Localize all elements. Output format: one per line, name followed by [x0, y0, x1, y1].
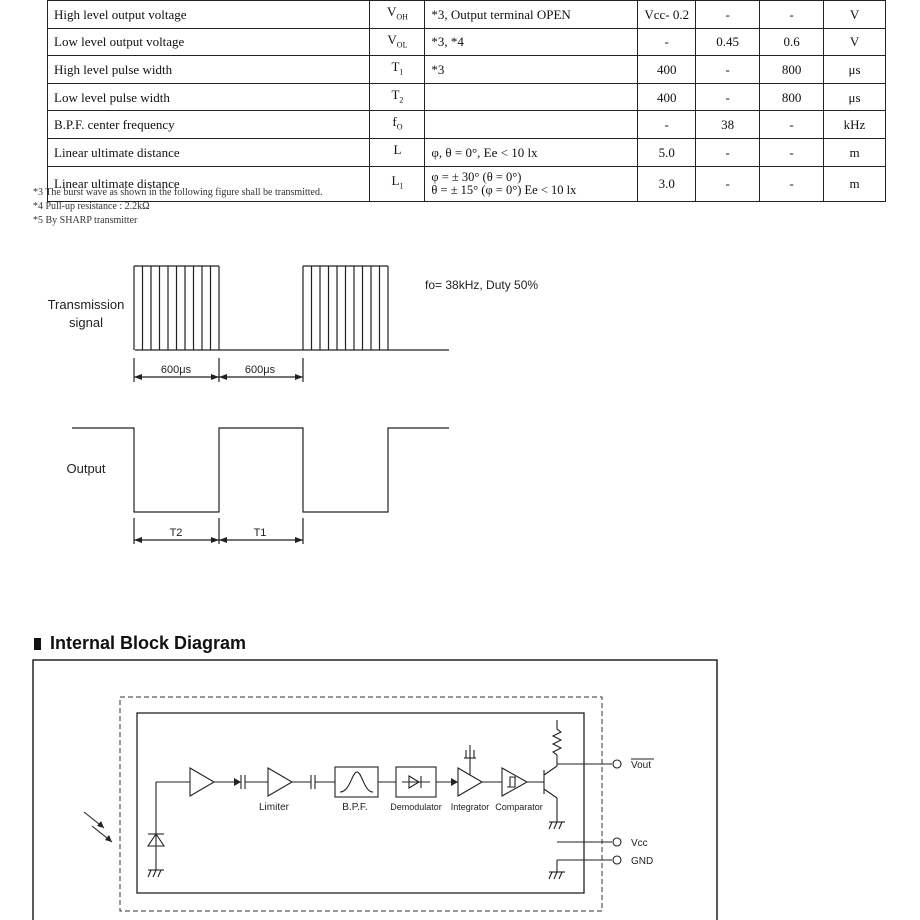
arrowhead — [451, 778, 458, 786]
max-cell: - — [760, 166, 824, 201]
resistor-icon — [553, 729, 561, 755]
limiter-icon — [268, 768, 292, 796]
min-cell: - — [638, 28, 696, 56]
footnote-3: *3 The burst wave as shown in the following figure shall be transmitted. — [33, 187, 323, 198]
max-cell: 800 — [760, 83, 824, 111]
ground-hatch — [549, 822, 552, 829]
max-cell: - — [760, 138, 824, 166]
symbol-text: L — [391, 172, 400, 188]
typ-cell: - — [696, 56, 760, 84]
symbol-text: L — [393, 141, 402, 157]
symbol-subscript: 1 — [399, 181, 404, 191]
param-cell: Low level pulse width — [48, 83, 370, 111]
min-cell: Vcc- 0.2 — [638, 1, 696, 29]
arrowhead — [105, 835, 112, 842]
min-cell: - — [638, 111, 696, 139]
max-cell: - — [760, 1, 824, 29]
condition-cell: φ, θ = 0°, Ee < 10 lx — [425, 138, 638, 166]
symbol-subscript: OH — [396, 12, 408, 22]
vout-label: Vout — [631, 760, 652, 771]
ground-hatch — [158, 870, 161, 877]
unit-cell: V — [824, 28, 886, 56]
ground-hatch — [554, 872, 557, 879]
arrowhead — [234, 778, 241, 786]
output-label: Output — [66, 461, 106, 476]
max-cell: 800 — [760, 56, 824, 84]
condition-line-1: φ = ± 30° (θ = 0°) — [431, 169, 522, 184]
transistor-collector — [544, 766, 557, 775]
typ-cell: 38 — [696, 111, 760, 139]
unit-cell: μs — [824, 56, 886, 84]
t2-label: T2 — [169, 527, 183, 539]
frequency-note: fo= 38kHz, Duty 50% — [425, 278, 539, 292]
min-cell: 400 — [638, 83, 696, 111]
ground-hatch — [148, 870, 151, 877]
min-cell: 3.0 — [638, 166, 696, 201]
symbol-subscript: O — [396, 122, 403, 132]
bpf-icon — [335, 767, 378, 797]
section-title-text: Internal Block Diagram — [50, 633, 247, 653]
arrowhead — [97, 821, 104, 828]
symbol-text: f — [392, 114, 397, 130]
max-cell: - — [760, 111, 824, 139]
symbol-subscript: OL — [396, 40, 408, 50]
gnd-terminal-icon — [613, 856, 621, 864]
unit-cell: m — [824, 138, 886, 166]
amplifier-icon — [190, 768, 214, 796]
schmitt-icon — [507, 777, 516, 787]
max-cell: 0.6 — [760, 28, 824, 56]
ground-hatch — [549, 872, 552, 879]
param-cell: Low level output voltage — [48, 28, 370, 56]
transistor-emitter — [544, 789, 557, 798]
symbol-subscript: 2 — [399, 95, 404, 105]
vcc-terminal-icon — [613, 838, 621, 846]
transmission-label-line2: signal — [69, 315, 103, 330]
ground-hatch — [559, 872, 562, 879]
dim-label-1: 600μs — [160, 364, 192, 376]
dim-label-2: 600μs — [244, 364, 276, 376]
ground-hatch — [559, 822, 562, 829]
unit-cell: V — [824, 1, 886, 29]
demodulator-label: Demodulator — [390, 802, 442, 812]
limiter-label: Limiter — [258, 802, 290, 813]
footnote-4: *4 Pull-up resistance : 2.2kΩ — [33, 201, 150, 212]
ground-hatch — [554, 822, 557, 829]
condition-cell: *3 — [425, 56, 638, 84]
unit-cell: kHz — [824, 111, 886, 139]
param-cell: Linear ultimate distance — [48, 138, 370, 166]
typ-cell: 0.45 — [696, 28, 760, 56]
diagram-frame — [33, 660, 717, 920]
vout-terminal-icon — [613, 760, 621, 768]
param-cell: B.P.F. center frequency — [48, 111, 370, 139]
param-cell: Linear ultimate distance — [48, 166, 370, 201]
footnote-5: *5 By SHARP transmitter — [33, 215, 138, 226]
ground-hatch — [153, 870, 156, 877]
symbol-text: T — [391, 86, 400, 102]
condition-line-2: θ = ± 15° (φ = 0°) Ee < 10 lx — [431, 182, 577, 197]
typ-cell: - — [696, 166, 760, 201]
param-cell: High level pulse width — [48, 56, 370, 84]
symbol-text: V — [387, 31, 397, 47]
bpf-label: B.P.F. — [342, 802, 368, 813]
symbol-text: T — [391, 59, 400, 75]
typ-cell: - — [696, 83, 760, 111]
t1-label: T1 — [253, 527, 267, 539]
vcc-label: Vcc — [631, 838, 648, 849]
condition-cell: *3, *4 — [425, 28, 638, 56]
min-cell: 5.0 — [638, 138, 696, 166]
symbol-text: V — [386, 4, 397, 19]
condition-cell: *3, Output terminal OPEN — [425, 1, 638, 29]
unit-cell: μs — [824, 83, 886, 111]
gnd-label: GND — [631, 856, 654, 867]
transmission-label-line1: Transmission — [47, 297, 125, 312]
param-cell: High level output voltage — [48, 1, 370, 29]
symbol-subscript: 1 — [399, 67, 404, 77]
min-cell: 400 — [638, 56, 696, 84]
unit-cell: m — [824, 166, 886, 201]
typ-cell: - — [696, 1, 760, 29]
typ-cell: - — [696, 138, 760, 166]
comparator-label: Comparator — [495, 802, 543, 812]
bpf-curve — [340, 772, 373, 792]
integrator-label: Integrator — [450, 802, 490, 812]
